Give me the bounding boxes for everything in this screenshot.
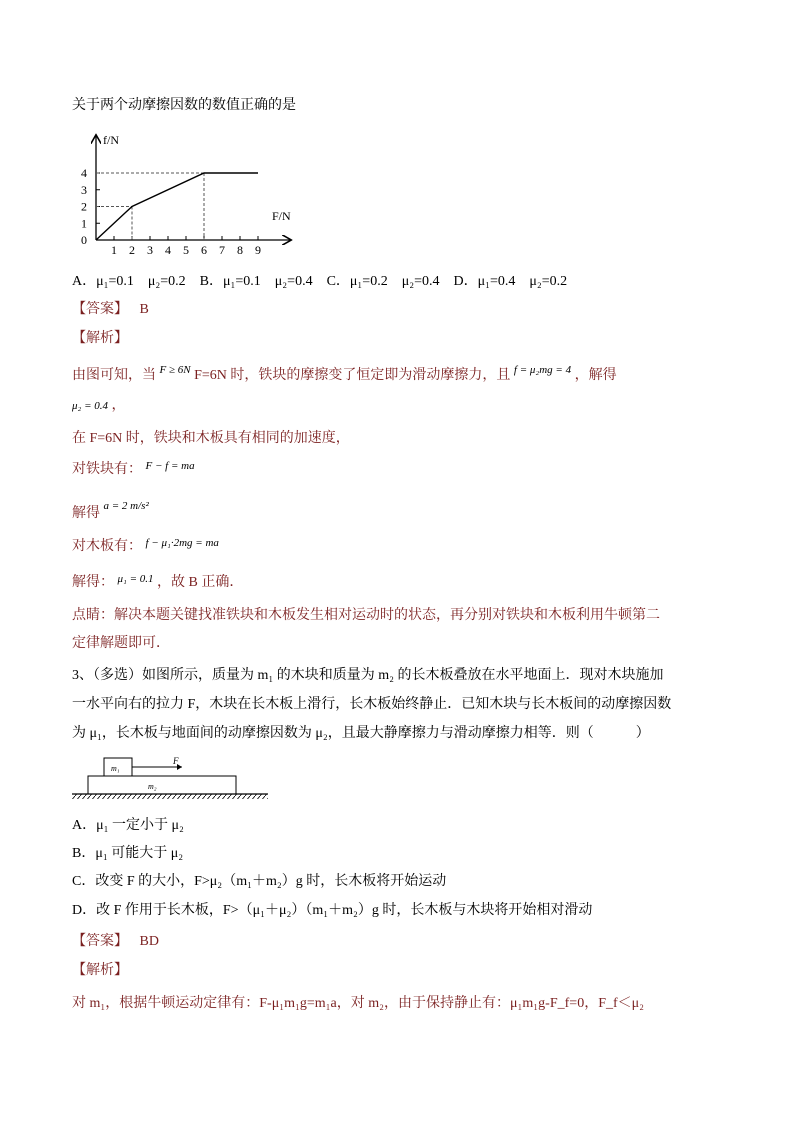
x-tick-label: 5 bbox=[183, 243, 189, 257]
q3-option-c: C．改变 F 的大小，F>μ₂（m₁＋m₂）g 时，长木板将开始运动 bbox=[72, 874, 447, 889]
q3-answer bbox=[72, 932, 159, 952]
q2-iron-label: 对铁块有： bbox=[72, 462, 142, 477]
data-series-line bbox=[96, 173, 258, 240]
y-tick-label: 0 bbox=[81, 233, 87, 247]
y-axis-label: f/N bbox=[103, 133, 119, 147]
friction-chart bbox=[70, 128, 300, 258]
q2-board-label: 对木板有： bbox=[72, 539, 142, 554]
q2-analysis-line6 bbox=[72, 537, 219, 557]
q2-analysis-line1 bbox=[72, 366, 617, 386]
q2-answer-value: B bbox=[139, 302, 149, 317]
q2-comment-line1: 点睛：解决本题关键找准铁块和木板发生相对运动时的状态，再分别对铁块和木板利用牛顿第二 bbox=[72, 608, 660, 623]
x-tick-label: 7 bbox=[219, 243, 225, 257]
x-tick-label: 4 bbox=[165, 243, 171, 257]
board-m2 bbox=[88, 776, 236, 794]
ground-hatch bbox=[72, 794, 268, 799]
q2-analysis-line4 bbox=[72, 460, 195, 480]
q3-analysis-label: 【解析】 bbox=[72, 963, 128, 978]
q2-options: A．μ₁=0.1 μ₂=0.2 B．μ₁=0.1 μ₂=0.4 C．μ₁=0.2 μ₂=0.4 D．μ₁=0.4 μ₂=0.2 bbox=[72, 274, 568, 289]
q3-stem-line1: 3、（多选）如图所示，质量为 m₁ 的木块和质量为 m₂ 的长木板叠放在水平地面上．现对木块施加 bbox=[72, 668, 664, 683]
q2-solve-label-2: 解得： bbox=[72, 575, 114, 590]
q3-stem-line2: 一水平向右的拉力 F，木块在长木板上滑行，长木板始终静止．已知木块与长木板间的动摩擦因数 bbox=[72, 697, 672, 712]
block-m1-label: m₁ bbox=[111, 764, 120, 773]
q2-analysis-line2 bbox=[72, 396, 126, 416]
y-tick-label: 2 bbox=[81, 199, 87, 214]
q2-analysis-line7-tail: ，故 B 正确． bbox=[157, 575, 244, 590]
intro-text: 关于两个动摩擦因数的数值正确的是 bbox=[72, 98, 296, 113]
y-tick-label: 4 bbox=[81, 166, 87, 180]
x-tick-label: 9 bbox=[255, 243, 261, 257]
q2-answer-label: 【答案】 bbox=[72, 302, 128, 317]
x-tick-label: 1 bbox=[111, 243, 117, 257]
y-tick-label: 1 bbox=[81, 216, 87, 231]
q2-analysis-line5 bbox=[72, 500, 149, 524]
q3-option-b: B．μ₁ 可能大于 μ₂ bbox=[72, 846, 184, 861]
q2-friction-equation: f = μ₂mg = 4 bbox=[513, 364, 572, 376]
q3-stem-line3: 为 μ₁，长木板与地面间的动摩擦因数为 μ₂，且最大静摩擦力与滑动摩擦力相等．则（ ） bbox=[72, 726, 650, 741]
x-tick-label: 3 bbox=[147, 243, 153, 257]
q3-analysis-line1: 对 m₁，根据牛顿运动定律有：F-μ₁m₁g=m₁a，对 m₂，由于保持静止有：μ₁m₁g-F_f=0，F_f＜μ₂ bbox=[72, 996, 645, 1011]
q2-analysis-line1-c: ，解得 bbox=[574, 368, 617, 383]
q3-option-a: A．μ₁ 一定小于 μ₂ bbox=[72, 818, 184, 833]
q2-board-equation: f − μ₁·2mg = ma bbox=[145, 537, 219, 549]
q2-mu2-result: μ₂ = 0.4 bbox=[72, 400, 109, 412]
q2-mu1-result: μ₁ = 0.1 bbox=[117, 573, 154, 585]
q2-analysis-line2-tail: ， bbox=[111, 398, 126, 413]
block-board-figure bbox=[70, 754, 270, 800]
q2-analysis-line7 bbox=[72, 573, 243, 593]
x-tick-label: 2 bbox=[129, 243, 135, 257]
q2-comment-line2: 定律解题即可． bbox=[72, 636, 170, 651]
q3-answer-value: BD bbox=[139, 934, 159, 949]
q2-acceleration-equation: a = 2 m/s² bbox=[103, 500, 149, 512]
board-m2-label: m₂ bbox=[148, 782, 157, 791]
force-label: F bbox=[173, 756, 179, 766]
x-tick-label: 6 bbox=[201, 243, 207, 257]
q2-analysis-line1-a: 由图可知，当 bbox=[72, 368, 156, 383]
x-axis-label: F/N bbox=[272, 209, 291, 223]
q3-option-d: D．改 F 作用于长木板，F>（μ₁＋μ₂）（m₁＋m₂）g 时，长木板与木块将开始相对滑动 bbox=[72, 903, 593, 918]
y-tick-label: 3 bbox=[81, 182, 87, 197]
q2-answer bbox=[72, 300, 149, 320]
q2-condition-equation: F ≥ 6N bbox=[159, 364, 191, 376]
q2-analysis-line3: 在 F=6N 时，铁块和木板具有相同的加速度， bbox=[72, 431, 350, 446]
q3-answer-label: 【答案】 bbox=[72, 934, 128, 949]
q2-analysis-line1-b: F=6N 时，铁块的摩擦变了恒定即为滑动摩擦力，且 bbox=[194, 368, 511, 383]
x-tick-label: 8 bbox=[237, 243, 243, 257]
q2-solve-label: 解得 bbox=[72, 506, 100, 521]
q2-analysis-label: 【解析】 bbox=[72, 331, 128, 346]
q2-iron-equation: F − f = ma bbox=[145, 460, 195, 472]
